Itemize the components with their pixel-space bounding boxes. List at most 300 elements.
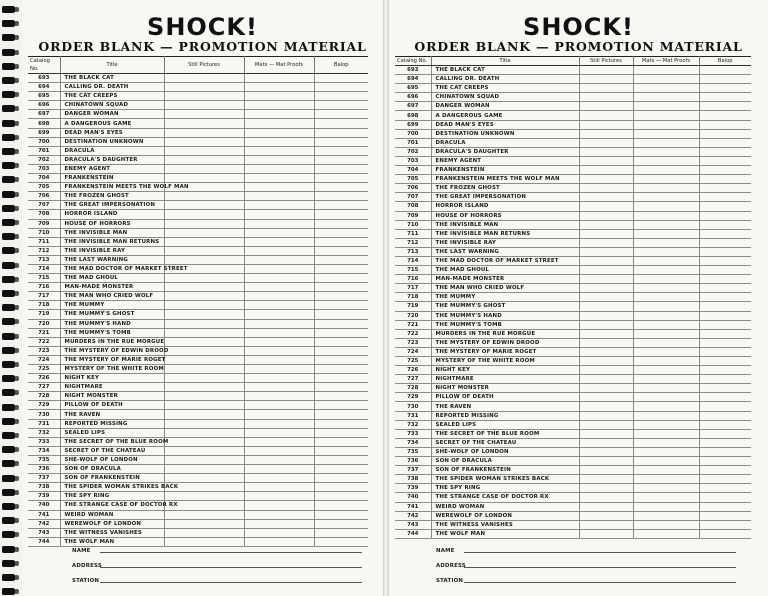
balop-cell[interactable] — [314, 419, 368, 428]
balop-cell[interactable] — [699, 93, 751, 102]
balop-cell[interactable] — [699, 120, 751, 129]
mats-cell[interactable] — [633, 475, 699, 484]
still-pictures-cell[interactable] — [164, 428, 244, 437]
still-pictures-cell[interactable] — [579, 393, 633, 402]
mats-cell[interactable] — [244, 228, 314, 237]
balop-cell[interactable] — [314, 374, 368, 383]
balop-cell[interactable] — [314, 474, 368, 483]
balop-cell[interactable] — [314, 264, 368, 273]
balop-cell[interactable] — [314, 510, 368, 519]
still-pictures-cell[interactable] — [164, 201, 244, 210]
balop-cell[interactable] — [314, 201, 368, 210]
name-field[interactable] — [436, 548, 736, 554]
mats-cell[interactable] — [633, 375, 699, 384]
balop-cell[interactable] — [699, 138, 751, 147]
balop-cell[interactable] — [699, 375, 751, 384]
mats-cell[interactable] — [244, 428, 314, 437]
balop-cell[interactable] — [314, 383, 368, 392]
still-pictures-cell[interactable] — [579, 484, 633, 493]
still-pictures-cell[interactable] — [164, 392, 244, 401]
mats-cell[interactable] — [244, 164, 314, 173]
still-pictures-cell[interactable] — [164, 528, 244, 537]
mats-cell[interactable] — [633, 402, 699, 411]
name-field[interactable] — [72, 548, 362, 554]
mats-cell[interactable] — [633, 420, 699, 429]
mats-cell[interactable] — [244, 255, 314, 264]
balop-cell[interactable] — [699, 393, 751, 402]
still-pictures-cell[interactable] — [579, 147, 633, 156]
balop-cell[interactable] — [699, 247, 751, 256]
balop-cell[interactable] — [314, 83, 368, 92]
still-pictures-cell[interactable] — [164, 355, 244, 364]
balop-cell[interactable] — [699, 411, 751, 420]
mats-cell[interactable] — [633, 147, 699, 156]
still-pictures-cell[interactable] — [579, 293, 633, 302]
mats-cell[interactable] — [244, 528, 314, 537]
mats-cell[interactable] — [633, 184, 699, 193]
still-pictures-cell[interactable] — [164, 283, 244, 292]
balop-cell[interactable] — [314, 92, 368, 101]
balop-cell[interactable] — [314, 164, 368, 173]
mats-cell[interactable] — [244, 174, 314, 183]
still-pictures-cell[interactable] — [164, 146, 244, 155]
mats-cell[interactable] — [244, 510, 314, 519]
balop-cell[interactable] — [314, 319, 368, 328]
mats-cell[interactable] — [633, 266, 699, 275]
still-pictures-cell[interactable] — [164, 155, 244, 164]
mats-cell[interactable] — [633, 311, 699, 320]
balop-cell[interactable] — [699, 511, 751, 520]
mats-cell[interactable] — [244, 401, 314, 410]
balop-cell[interactable] — [314, 446, 368, 455]
mats-cell[interactable] — [244, 365, 314, 374]
balop-cell[interactable] — [699, 384, 751, 393]
balop-cell[interactable] — [699, 329, 751, 338]
still-pictures-cell[interactable] — [579, 193, 633, 202]
mats-cell[interactable] — [244, 474, 314, 483]
still-pictures-cell[interactable] — [164, 174, 244, 183]
mats-cell[interactable] — [244, 210, 314, 219]
balop-cell[interactable] — [699, 211, 751, 220]
balop-cell[interactable] — [314, 183, 368, 192]
still-pictures-cell[interactable] — [579, 156, 633, 165]
mats-cell[interactable] — [244, 274, 314, 283]
mats-cell[interactable] — [633, 411, 699, 420]
mats-cell[interactable] — [633, 502, 699, 511]
balop-cell[interactable] — [699, 147, 751, 156]
address-field[interactable] — [436, 563, 736, 569]
still-pictures-cell[interactable] — [164, 328, 244, 337]
still-pictures-cell[interactable] — [164, 383, 244, 392]
still-pictures-cell[interactable] — [164, 337, 244, 346]
mats-cell[interactable] — [244, 146, 314, 155]
balop-cell[interactable] — [314, 346, 368, 355]
mats-cell[interactable] — [633, 120, 699, 129]
still-pictures-cell[interactable] — [579, 102, 633, 111]
mats-cell[interactable] — [244, 192, 314, 201]
balop-cell[interactable] — [699, 275, 751, 284]
still-pictures-cell[interactable] — [579, 238, 633, 247]
balop-cell[interactable] — [314, 255, 368, 264]
balop-cell[interactable] — [314, 74, 368, 83]
still-pictures-cell[interactable] — [164, 83, 244, 92]
mats-cell[interactable] — [633, 393, 699, 402]
balop-cell[interactable] — [314, 128, 368, 137]
mats-cell[interactable] — [633, 357, 699, 366]
balop-cell[interactable] — [699, 111, 751, 120]
balop-cell[interactable] — [314, 428, 368, 437]
mats-cell[interactable] — [633, 438, 699, 447]
balop-cell[interactable] — [699, 475, 751, 484]
still-pictures-cell[interactable] — [579, 438, 633, 447]
balop-cell[interactable] — [699, 520, 751, 529]
mats-cell[interactable] — [244, 465, 314, 474]
still-pictures-cell[interactable] — [579, 184, 633, 193]
mats-cell[interactable] — [633, 302, 699, 311]
balop-cell[interactable] — [699, 484, 751, 493]
balop-cell[interactable] — [699, 266, 751, 275]
mats-cell[interactable] — [633, 102, 699, 111]
mats-cell[interactable] — [244, 292, 314, 301]
balop-cell[interactable] — [699, 193, 751, 202]
still-pictures-cell[interactable] — [164, 437, 244, 446]
mats-cell[interactable] — [633, 329, 699, 338]
address-field[interactable] — [72, 563, 362, 569]
mats-cell[interactable] — [244, 201, 314, 210]
still-pictures-cell[interactable] — [579, 329, 633, 338]
still-pictures-cell[interactable] — [164, 274, 244, 283]
still-pictures-cell[interactable] — [579, 75, 633, 84]
mats-cell[interactable] — [633, 75, 699, 84]
still-pictures-cell[interactable] — [579, 475, 633, 484]
still-pictures-cell[interactable] — [579, 266, 633, 275]
mats-cell[interactable] — [633, 156, 699, 165]
still-pictures-cell[interactable] — [164, 510, 244, 519]
still-pictures-cell[interactable] — [579, 84, 633, 93]
mats-cell[interactable] — [244, 392, 314, 401]
balop-cell[interactable] — [699, 338, 751, 347]
still-pictures-cell[interactable] — [579, 402, 633, 411]
mats-cell[interactable] — [244, 374, 314, 383]
mats-cell[interactable] — [633, 347, 699, 356]
mats-cell[interactable] — [244, 128, 314, 137]
mats-cell[interactable] — [244, 310, 314, 319]
mats-cell[interactable] — [244, 219, 314, 228]
balop-cell[interactable] — [314, 483, 368, 492]
still-pictures-cell[interactable] — [579, 93, 633, 102]
balop-cell[interactable] — [699, 75, 751, 84]
still-pictures-cell[interactable] — [164, 128, 244, 137]
mats-cell[interactable] — [633, 247, 699, 256]
mats-cell[interactable] — [244, 137, 314, 146]
still-pictures-cell[interactable] — [579, 366, 633, 375]
still-pictures-cell[interactable] — [579, 502, 633, 511]
still-pictures-cell[interactable] — [164, 137, 244, 146]
still-pictures-cell[interactable] — [164, 219, 244, 228]
mats-cell[interactable] — [633, 457, 699, 466]
balop-cell[interactable] — [699, 184, 751, 193]
mats-cell[interactable] — [633, 520, 699, 529]
still-pictures-cell[interactable] — [164, 92, 244, 101]
balop-cell[interactable] — [699, 238, 751, 247]
balop-cell[interactable] — [699, 466, 751, 475]
still-pictures-cell[interactable] — [164, 74, 244, 83]
still-pictures-cell[interactable] — [164, 374, 244, 383]
balop-cell[interactable] — [314, 501, 368, 510]
still-pictures-cell[interactable] — [164, 192, 244, 201]
balop-cell[interactable] — [699, 66, 751, 75]
mats-cell[interactable] — [633, 429, 699, 438]
still-pictures-cell[interactable] — [164, 246, 244, 255]
station-field[interactable] — [436, 578, 736, 584]
still-pictures-cell[interactable] — [579, 320, 633, 329]
mats-cell[interactable] — [633, 175, 699, 184]
mats-cell[interactable] — [633, 484, 699, 493]
mats-cell[interactable] — [244, 264, 314, 273]
mats-cell[interactable] — [633, 366, 699, 375]
balop-cell[interactable] — [314, 292, 368, 301]
still-pictures-cell[interactable] — [579, 466, 633, 475]
still-pictures-cell[interactable] — [579, 275, 633, 284]
balop-cell[interactable] — [314, 101, 368, 110]
still-pictures-cell[interactable] — [164, 237, 244, 246]
mats-cell[interactable] — [244, 519, 314, 528]
still-pictures-cell[interactable] — [579, 138, 633, 147]
still-pictures-cell[interactable] — [164, 365, 244, 374]
still-pictures-cell[interactable] — [579, 311, 633, 320]
mats-cell[interactable] — [244, 237, 314, 246]
mats-cell[interactable] — [244, 183, 314, 192]
balop-cell[interactable] — [314, 137, 368, 146]
mats-cell[interactable] — [244, 319, 314, 328]
still-pictures-cell[interactable] — [579, 202, 633, 211]
still-pictures-cell[interactable] — [164, 537, 244, 546]
mats-cell[interactable] — [244, 328, 314, 337]
mats-cell[interactable] — [244, 455, 314, 464]
balop-cell[interactable] — [699, 347, 751, 356]
balop-cell[interactable] — [314, 328, 368, 337]
balop-cell[interactable] — [314, 355, 368, 364]
still-pictures-cell[interactable] — [164, 292, 244, 301]
mats-cell[interactable] — [633, 338, 699, 347]
balop-cell[interactable] — [314, 310, 368, 319]
mats-cell[interactable] — [633, 284, 699, 293]
mats-cell[interactable] — [633, 275, 699, 284]
balop-cell[interactable] — [314, 465, 368, 474]
mats-cell[interactable] — [633, 220, 699, 229]
still-pictures-cell[interactable] — [579, 302, 633, 311]
balop-cell[interactable] — [314, 392, 368, 401]
mats-cell[interactable] — [244, 492, 314, 501]
still-pictures-cell[interactable] — [164, 255, 244, 264]
balop-cell[interactable] — [699, 502, 751, 511]
mats-cell[interactable] — [633, 293, 699, 302]
balop-cell[interactable] — [314, 537, 368, 546]
balop-cell[interactable] — [699, 175, 751, 184]
mats-cell[interactable] — [244, 346, 314, 355]
still-pictures-cell[interactable] — [164, 492, 244, 501]
balop-cell[interactable] — [699, 229, 751, 238]
balop-cell[interactable] — [314, 237, 368, 246]
still-pictures-cell[interactable] — [579, 166, 633, 175]
still-pictures-cell[interactable] — [579, 357, 633, 366]
balop-cell[interactable] — [699, 302, 751, 311]
balop-cell[interactable] — [314, 219, 368, 228]
balop-cell[interactable] — [699, 438, 751, 447]
still-pictures-cell[interactable] — [164, 465, 244, 474]
mats-cell[interactable] — [244, 92, 314, 101]
balop-cell[interactable] — [314, 192, 368, 201]
balop-cell[interactable] — [314, 492, 368, 501]
mats-cell[interactable] — [633, 166, 699, 175]
mats-cell[interactable] — [633, 529, 699, 538]
still-pictures-cell[interactable] — [164, 346, 244, 355]
mats-cell[interactable] — [633, 238, 699, 247]
mats-cell[interactable] — [244, 246, 314, 255]
balop-cell[interactable] — [314, 119, 368, 128]
still-pictures-cell[interactable] — [164, 210, 244, 219]
balop-cell[interactable] — [314, 246, 368, 255]
mats-cell[interactable] — [633, 256, 699, 265]
still-pictures-cell[interactable] — [579, 338, 633, 347]
balop-cell[interactable] — [699, 284, 751, 293]
mats-cell[interactable] — [244, 437, 314, 446]
balop-cell[interactable] — [314, 519, 368, 528]
mats-cell[interactable] — [244, 483, 314, 492]
balop-cell[interactable] — [699, 256, 751, 265]
still-pictures-cell[interactable] — [579, 411, 633, 420]
mats-cell[interactable] — [244, 283, 314, 292]
still-pictures-cell[interactable] — [579, 384, 633, 393]
balop-cell[interactable] — [699, 84, 751, 93]
mats-cell[interactable] — [633, 202, 699, 211]
still-pictures-cell[interactable] — [164, 474, 244, 483]
mats-cell[interactable] — [633, 138, 699, 147]
balop-cell[interactable] — [699, 156, 751, 165]
still-pictures-cell[interactable] — [164, 319, 244, 328]
still-pictures-cell[interactable] — [164, 164, 244, 173]
mats-cell[interactable] — [633, 447, 699, 456]
still-pictures-cell[interactable] — [164, 101, 244, 110]
balop-cell[interactable] — [699, 202, 751, 211]
still-pictures-cell[interactable] — [579, 284, 633, 293]
balop-cell[interactable] — [699, 447, 751, 456]
still-pictures-cell[interactable] — [579, 129, 633, 138]
still-pictures-cell[interactable] — [579, 511, 633, 520]
still-pictures-cell[interactable] — [164, 110, 244, 119]
balop-cell[interactable] — [314, 174, 368, 183]
still-pictures-cell[interactable] — [579, 375, 633, 384]
balop-cell[interactable] — [699, 166, 751, 175]
balop-cell[interactable] — [699, 102, 751, 111]
balop-cell[interactable] — [699, 357, 751, 366]
mats-cell[interactable] — [244, 537, 314, 546]
mats-cell[interactable] — [633, 466, 699, 475]
still-pictures-cell[interactable] — [164, 301, 244, 310]
balop-cell[interactable] — [699, 320, 751, 329]
balop-cell[interactable] — [314, 228, 368, 237]
still-pictures-cell[interactable] — [579, 429, 633, 438]
mats-cell[interactable] — [244, 355, 314, 364]
mats-cell[interactable] — [244, 337, 314, 346]
still-pictures-cell[interactable] — [579, 420, 633, 429]
mats-cell[interactable] — [633, 320, 699, 329]
mats-cell[interactable] — [244, 101, 314, 110]
still-pictures-cell[interactable] — [579, 229, 633, 238]
mats-cell[interactable] — [633, 111, 699, 120]
balop-cell[interactable] — [314, 337, 368, 346]
still-pictures-cell[interactable] — [164, 410, 244, 419]
balop-cell[interactable] — [314, 155, 368, 164]
balop-cell[interactable] — [699, 420, 751, 429]
mats-cell[interactable] — [244, 74, 314, 83]
still-pictures-cell[interactable] — [579, 247, 633, 256]
still-pictures-cell[interactable] — [164, 310, 244, 319]
mats-cell[interactable] — [244, 83, 314, 92]
still-pictures-cell[interactable] — [579, 529, 633, 538]
still-pictures-cell[interactable] — [579, 493, 633, 502]
balop-cell[interactable] — [699, 366, 751, 375]
still-pictures-cell[interactable] — [164, 119, 244, 128]
still-pictures-cell[interactable] — [164, 446, 244, 455]
mats-cell[interactable] — [244, 446, 314, 455]
balop-cell[interactable] — [314, 401, 368, 410]
balop-cell[interactable] — [699, 293, 751, 302]
balop-cell[interactable] — [699, 220, 751, 229]
still-pictures-cell[interactable] — [579, 520, 633, 529]
balop-cell[interactable] — [314, 110, 368, 119]
balop-cell[interactable] — [314, 146, 368, 155]
still-pictures-cell[interactable] — [579, 120, 633, 129]
balop-cell[interactable] — [314, 210, 368, 219]
still-pictures-cell[interactable] — [164, 228, 244, 237]
still-pictures-cell[interactable] — [579, 111, 633, 120]
still-pictures-cell[interactable] — [579, 211, 633, 220]
mats-cell[interactable] — [244, 119, 314, 128]
balop-cell[interactable] — [314, 283, 368, 292]
balop-cell[interactable] — [314, 455, 368, 464]
balop-cell[interactable] — [699, 529, 751, 538]
mats-cell[interactable] — [633, 93, 699, 102]
mats-cell[interactable] — [633, 493, 699, 502]
balop-cell[interactable] — [699, 429, 751, 438]
mats-cell[interactable] — [633, 511, 699, 520]
balop-cell[interactable] — [314, 410, 368, 419]
balop-cell[interactable] — [314, 528, 368, 537]
still-pictures-cell[interactable] — [579, 175, 633, 184]
mats-cell[interactable] — [633, 384, 699, 393]
balop-cell[interactable] — [699, 493, 751, 502]
mats-cell[interactable] — [633, 84, 699, 93]
balop-cell[interactable] — [699, 129, 751, 138]
balop-cell[interactable] — [314, 437, 368, 446]
still-pictures-cell[interactable] — [164, 519, 244, 528]
mats-cell[interactable] — [244, 301, 314, 310]
station-field[interactable] — [72, 578, 362, 584]
mats-cell[interactable] — [244, 501, 314, 510]
still-pictures-cell[interactable] — [579, 347, 633, 356]
mats-cell[interactable] — [633, 193, 699, 202]
balop-cell[interactable] — [314, 274, 368, 283]
still-pictures-cell[interactable] — [579, 220, 633, 229]
mats-cell[interactable] — [633, 66, 699, 75]
still-pictures-cell[interactable] — [579, 256, 633, 265]
balop-cell[interactable] — [314, 365, 368, 374]
mats-cell[interactable] — [244, 110, 314, 119]
balop-cell[interactable] — [699, 311, 751, 320]
still-pictures-cell[interactable] — [164, 419, 244, 428]
mats-cell[interactable] — [244, 419, 314, 428]
